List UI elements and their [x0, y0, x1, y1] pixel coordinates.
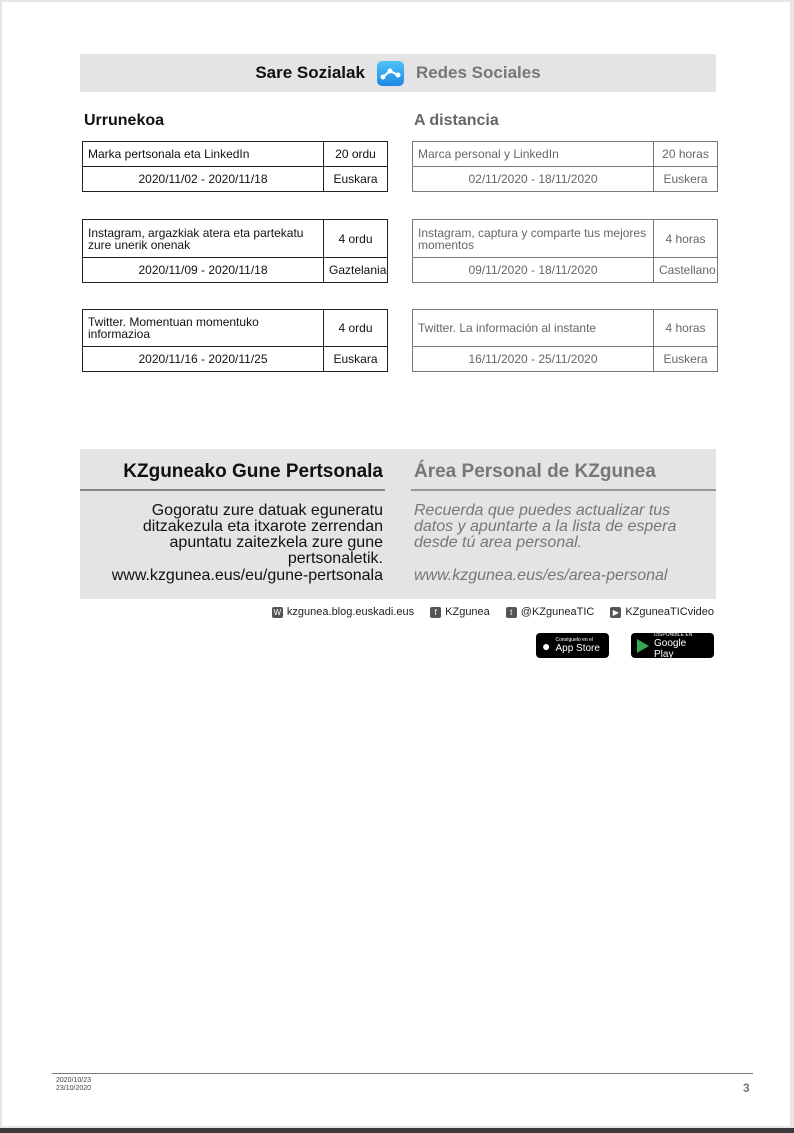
course-table-eu-2 — [82, 219, 388, 283]
course-language: Euskera — [654, 167, 718, 192]
social-link-blog[interactable] — [272, 606, 414, 618]
course-language: Gaztelania — [324, 258, 388, 283]
course-dates: 2020/11/16 - 2020/11/25 — [83, 347, 324, 372]
badge-small-text: Consíguelo en el — [555, 637, 593, 643]
course-table-es-2 — [412, 219, 718, 283]
column-title-es: A distancia — [414, 112, 499, 129]
page-number: 3 — [743, 1081, 750, 1095]
section-title-eu: Sare Sozialak — [255, 63, 365, 82]
divider — [80, 489, 385, 491]
course-table-eu-3 — [82, 309, 388, 372]
footer-date-es: 23/10/2020 — [56, 1085, 92, 1092]
personal-area-link-es[interactable]: www.kzgunea.eus/es/area-personal — [414, 567, 668, 584]
personal-area-title-es: Área Personal de KZgunea — [414, 461, 656, 482]
social-label: KZguneaTICvideo — [625, 606, 714, 618]
course-name: Instagram, captura y comparte tus mejores momentos — [413, 220, 654, 258]
column-title-eu: Urrunekoa — [84, 112, 165, 129]
badge-big-text: Google Play — [654, 637, 687, 660]
course-name: Twitter. La información al instante — [413, 310, 654, 347]
course-hours: 4 horas — [654, 310, 718, 347]
social-link-youtube[interactable] — [610, 606, 714, 618]
course-name: Instagram, argazkiak atera eta partekatu zure unerik onenak — [83, 220, 324, 258]
course-table-eu-1 — [82, 141, 388, 192]
personal-area-text-es: Recuerda que puedes actualizar tus datos y apuntarte a la lista de espera desde tú area personal. — [414, 502, 677, 551]
course-hours: 20 horas — [654, 142, 718, 167]
social-links — [272, 606, 714, 618]
facebook-icon: f — [430, 607, 441, 618]
course-name: Marca personal y LinkedIn — [413, 142, 654, 167]
course-language: Euskera — [654, 347, 718, 372]
course-dates: 02/11/2020 - 18/11/2020 — [413, 167, 654, 192]
footer-date-eu: 2020/10/23 — [56, 1077, 92, 1084]
blog-icon: W — [273, 607, 282, 617]
course-hours: 20 ordu — [324, 142, 388, 167]
course-dates: 2020/11/02 - 2020/11/18 — [83, 167, 324, 192]
social-link-facebook[interactable] — [430, 606, 490, 618]
course-name: Marka pertsonala eta LinkedIn — [83, 142, 324, 167]
course-dates: 2020/11/09 - 2020/11/18 — [83, 258, 324, 283]
window-bottom-bar — [0, 1128, 794, 1133]
personal-area-link-eu[interactable]: www.kzgunea.eus/eu/gune-pertsonala — [111, 567, 383, 584]
social-label: KZgunea — [445, 606, 490, 618]
course-language: Euskara — [324, 167, 388, 192]
course-language: Castellano — [654, 258, 718, 283]
course-dates: 09/11/2020 - 18/11/2020 — [413, 258, 654, 283]
course-name: Twitter. Momentuan momentuko informazioa — [83, 310, 324, 347]
app-store-badge[interactable] — [536, 633, 609, 658]
twitter-icon: t — [506, 607, 517, 618]
google-play-badge[interactable] — [631, 633, 714, 658]
badge-big-text: App Store — [555, 643, 600, 654]
course-dates: 16/11/2020 - 25/11/2020 — [413, 347, 654, 372]
footer-date — [56, 1077, 91, 1093]
course-table-es-3 — [412, 309, 718, 372]
social-label: @KZguneaTIC — [520, 606, 595, 618]
social-label: kzgunea.blog.euskadi.eus — [286, 606, 415, 618]
divider — [411, 489, 716, 491]
apple-icon: ● — [542, 637, 551, 654]
footer-divider — [52, 1073, 753, 1074]
youtube-icon: ▶ — [610, 607, 621, 618]
course-table-es-1 — [412, 141, 718, 192]
personal-area-title-eu: KZguneako Gune Pertsonala — [123, 461, 383, 482]
course-language: Euskara — [324, 347, 388, 372]
course-hours: 4 ordu — [324, 220, 388, 258]
section-title-es: Redes Sociales — [415, 63, 541, 82]
social-link-twitter[interactable] — [506, 606, 595, 618]
course-hours: 4 ordu — [324, 310, 388, 347]
network-icon — [377, 61, 404, 86]
google-play-icon — [637, 639, 649, 653]
badge-small-text: DISPONIBLE EN — [654, 631, 693, 638]
personal-area-text-eu: Gogoratu zure datuak eguneratu ditzakezula eta itxarote zerrendan apuntatu zaitezkela zure gune pertsonaletik. — [142, 502, 383, 567]
section-header — [80, 54, 716, 92]
course-hours: 4 horas — [654, 220, 718, 258]
